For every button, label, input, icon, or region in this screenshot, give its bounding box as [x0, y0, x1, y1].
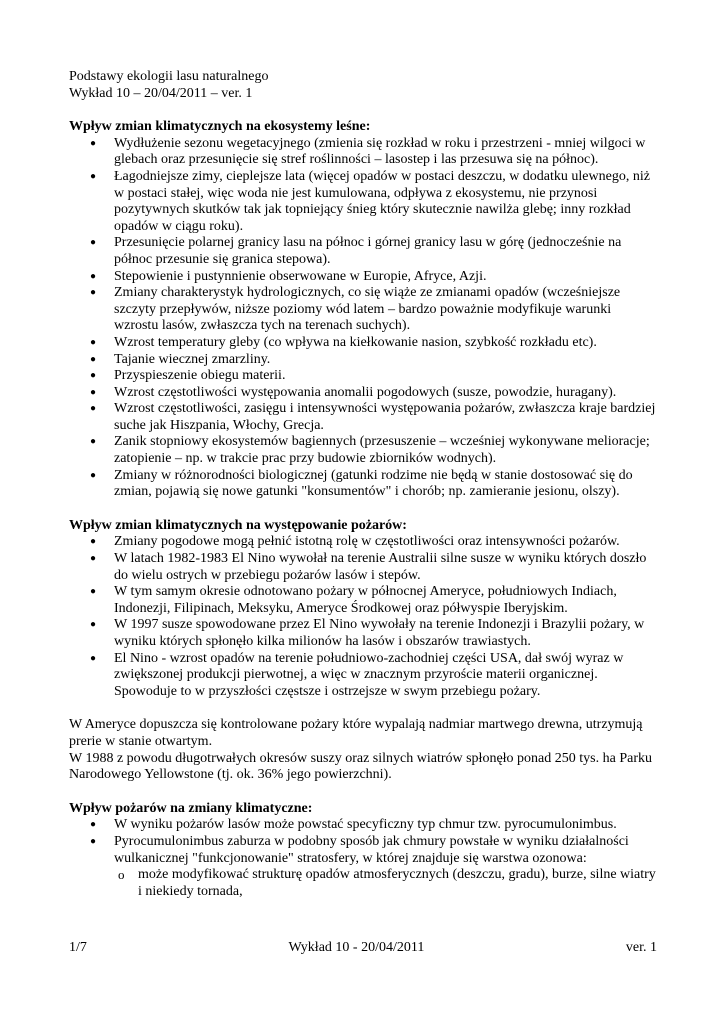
page-footer	[69, 940, 657, 957]
document-page	[69, 69, 657, 900]
list-item: ● Zmiany charakterystyk hydrologicznych, co się wiąże ze zmianami opadów (wcześniejsze szczyty przepływów, niższe poziomy wód latem – bardzo poważnie modyfikuje warunki wzrostu lasów, zwłaszcza tych na terenach suchych).	[114, 285, 657, 335]
list-item: ● Stepowienie i pustynnienie obserwowane w Europie, Afryce, Azji.	[114, 269, 657, 286]
list-item: ● Przyspieszenie obiegu materii.	[114, 368, 657, 385]
list-item: ● Zmiany w różnorodności biologicznej (gatunki rodzime nie będą w stanie dostosować się do zmian, pojawią się nowe gatunki "konsumentów" i chorób; np. zamieranie jesionu, olszy).	[114, 468, 657, 501]
page-number: 1/7	[69, 940, 87, 955]
list-item: ● Zmiany pogodowe mogą pełnić istotną rolę w częstotliwości oraz intensywności pożarów.	[114, 534, 657, 551]
list-item: ● W wyniku pożarów lasów może powstać specyficzny typ chmur tzw. pyrocumulonimbus.	[114, 817, 657, 834]
sublist-item: o może modyfikować strukturę opadów atmosferycznych (deszczu, gradu), burze, silne wiatry i niekiedy tornada,	[138, 867, 657, 900]
section3-list	[69, 817, 657, 900]
list-item: ● W 1997 susze spowodowane przez El Nino wywołały na terenie Indonezji i Brazylii pożary, w wyniku których spłonęło kilka milionów ha lasów i obszarów trawiastych.	[114, 617, 657, 650]
footer-center-text: Wykład 10 - 20/04/2011	[288, 940, 425, 955]
section2-heading: Wpływ zmian klimatycznych na występowanie pożarów:	[69, 517, 407, 533]
list-item: ● Tajanie wiecznej zmarzliny.	[114, 352, 657, 369]
list-item: ● W latach 1982-1983 El Nino wywołał na terenie Australii silne susze w wyniku których doszło do wielu ostrych w przebiegu pożarów lasów i stepów.	[114, 551, 657, 584]
list-item: ● W tym samym okresie odnotowano pożary w północnej Ameryce, południowych Indiach, Indonezji, Filipinach, Meksyku, Ameryce Środkowej oraz półwyspie Iberyjskim.	[114, 584, 657, 617]
list-item: ● Łagodniejsze zimy, cieplejsze lata (więcej opadów w postaci deszczu, w dodatku ulewnego, niż w postaci stałej, więc woda nie jest kumulowana, odpływa z ekosystemu, nie przynosi pozytywnych skutków tak jak topniejący śnieg który skutecznie nawilża glebę; inny rozkład opadów w ciągu roku).	[114, 169, 657, 235]
list-item: ● Przesunięcie polarnej granicy lasu na północ i górnej granicy lasu w górę (jednocześnie na północ przesunie się granica stepowa).	[114, 235, 657, 268]
course-title: Podstawy ekologii lasu naturalnego	[69, 69, 269, 84]
list-item-text: Pyrocumulonimbus zaburza w podobny sposób jak chmury powstałe w wyniku działalności wulkanicznej "funkcjonowanie" stratosfery, w której znajduje się warstwa ozonowa:	[114, 833, 629, 866]
list-item: ● Wydłużenie sezonu wegetacyjnego (zmienia się rozkład w roku i przestrzeni - mniej wilgoci w glebach oraz przesunięcie się stref roślinności – lasostep i las przesuwa się na północ).	[114, 136, 657, 169]
list-item: ● Wzrost częstotliwości, zasięgu i intensywności występowania pożarów, zwłaszcza kraje bardziej suche jak Hiszpania, Włochy, Grecja.	[114, 401, 657, 434]
list-item	[114, 834, 657, 900]
section1-heading: Wpływ zmian klimatycznych na ekosystemy leśne:	[69, 119, 371, 135]
footer-version: ver. 1	[625, 940, 657, 955]
section2-list	[69, 534, 657, 700]
paragraph-yellowstone: W 1988 z powodu długotrwałych okresów suszy oraz silnych wiatrów spłonęło ponad 250 tys. ha Parku Narodowego Yellowstone (tj. ok. 36% jego powierzchni).	[69, 750, 652, 783]
list-item: ● Zanik stopniowy ekosystemów bagiennych (przesuszenie – wcześniej wykonywane melioracje; zatopienie – np. w trakcie prac przy budowie zbiorników wodnych).	[114, 434, 657, 467]
section1-list	[69, 136, 657, 501]
lecture-info: Wykład 10 – 20/04/2011 – ver. 1	[69, 85, 253, 101]
section3-sublist	[114, 867, 657, 900]
paragraph-controlled-fires: W Ameryce dopuszcza się kontrolowane pożary które wypalają nadmiar martwego drewna, utrzymują prerie w stanie otwartym.	[69, 717, 643, 749]
list-item: ● Wzrost temperatury gleby (co wpływa na kiełkowanie nasion, szybkość rozkładu etc).	[114, 335, 657, 352]
section3-heading: Wpływ pożarów na zmiany klimatyczne:	[69, 800, 313, 816]
list-item: ● El Nino - wzrost opadów na terenie południowo-zachodniej części USA, dał swój wyraz w zwiększonej produkcji pierwotnej, a więc w znacznym przyroście materii organicznej. Spowoduje to w przyszłości częstsze i ostrzejsze w swym przebiegu pożary.	[114, 651, 657, 701]
list-item: ● Wzrost częstotliwości występowania anomalii pogodowych (susze, powodzie, huragany).	[114, 385, 657, 402]
